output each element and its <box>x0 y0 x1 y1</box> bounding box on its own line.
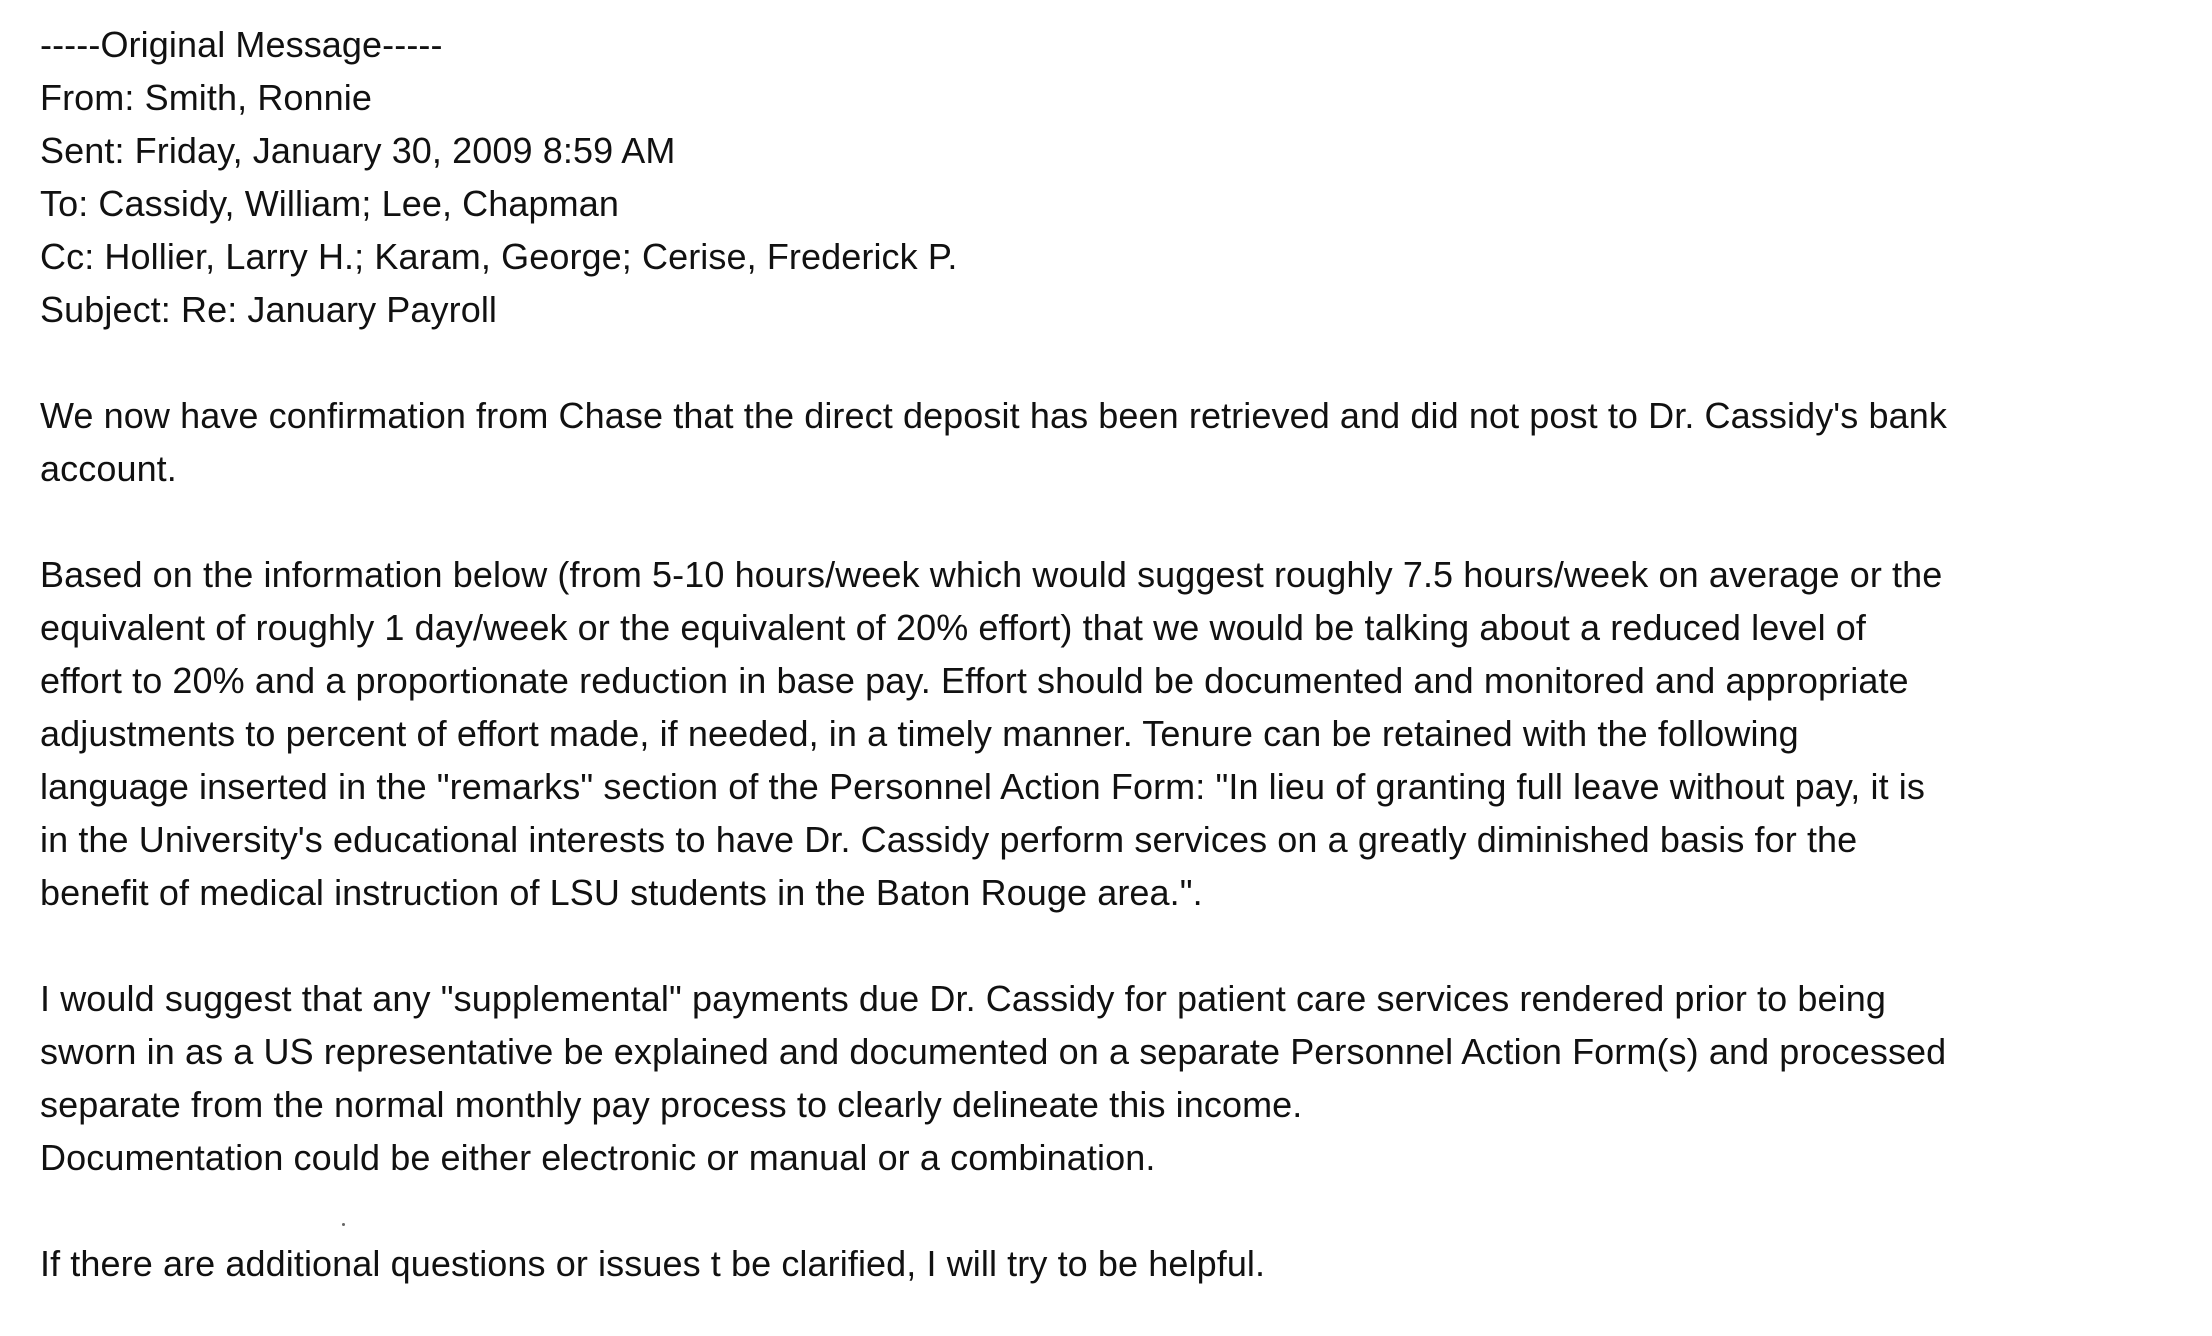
paragraph-line: sworn in as a US representative be explained and documented on a separate Personnel Action Form(s) and processed <box>40 1031 1947 1072</box>
paragraph-line: I would suggest that any "supplemental" payments due Dr. Cassidy for patient care services rendered prior to being <box>40 978 1886 1019</box>
paragraph-line: benefit of medical instruction of LSU students in the Baton Rouge area.". <box>40 872 1203 913</box>
paragraph-line: We now have confirmation from Chase that the direct deposit has been retrieved and did not post to Dr. Cassidy's bank <box>40 395 1947 436</box>
to-line: To: Cassidy, William; Lee, Chapman <box>40 183 619 224</box>
paragraph-line: account. <box>40 448 177 489</box>
scan-speck <box>342 1223 345 1226</box>
paragraph-line: Documentation could be either electronic or manual or a combination. <box>40 1137 1156 1178</box>
paragraph-line: effort to 20% and a proportionate reduction in base pay. Effort should be documented and monitored and appropriate <box>40 660 1909 701</box>
spacer <box>40 919 2180 972</box>
body-paragraph-confirmation <box>40 389 2180 495</box>
spacer <box>40 336 2180 389</box>
email-header <box>40 18 2180 336</box>
paragraph-line: language inserted in the "remarks" section of the Personnel Action Form: "In lieu of granting full leave without pay, it is <box>40 766 1925 807</box>
original-message-separator: -----Original Message----- <box>40 24 443 65</box>
paragraph-line: in the University's educational interests to have Dr. Cassidy perform services on a greatly diminished basis for the <box>40 819 1858 860</box>
body-paragraph-closing <box>40 1237 2180 1290</box>
paragraph-line: adjustments to percent of effort made, if needed, in a timely manner. Tenure can be retained with the following <box>40 713 1799 754</box>
body-paragraph-effort <box>40 548 2180 919</box>
paragraph-line: Based on the information below (from 5-10 hours/week which would suggest roughly 7.5 hours/week on average or the <box>40 554 1943 595</box>
spacer <box>40 495 2180 548</box>
from-line: From: Smith, Ronnie <box>40 77 372 118</box>
sent-line: Sent: Friday, January 30, 2009 8:59 AM <box>40 130 676 171</box>
email-document <box>40 18 2180 1290</box>
body-paragraph-supplemental <box>40 972 2180 1184</box>
subject-line: Subject: Re: January Payroll <box>40 289 498 330</box>
paragraph-line: equivalent of roughly 1 day/week or the equivalent of 20% effort) that we would be talking about a reduced level of <box>40 607 1867 648</box>
cc-line: Cc: Hollier, Larry H.; Karam, George; Cerise, Frederick P. <box>40 236 958 277</box>
paragraph-line: If there are additional questions or issues t be clarified, I will try to be helpful. <box>40 1243 1266 1284</box>
paragraph-line: separate from the normal monthly pay process to clearly delineate this income. <box>40 1084 1303 1125</box>
spacer <box>40 1184 2180 1237</box>
